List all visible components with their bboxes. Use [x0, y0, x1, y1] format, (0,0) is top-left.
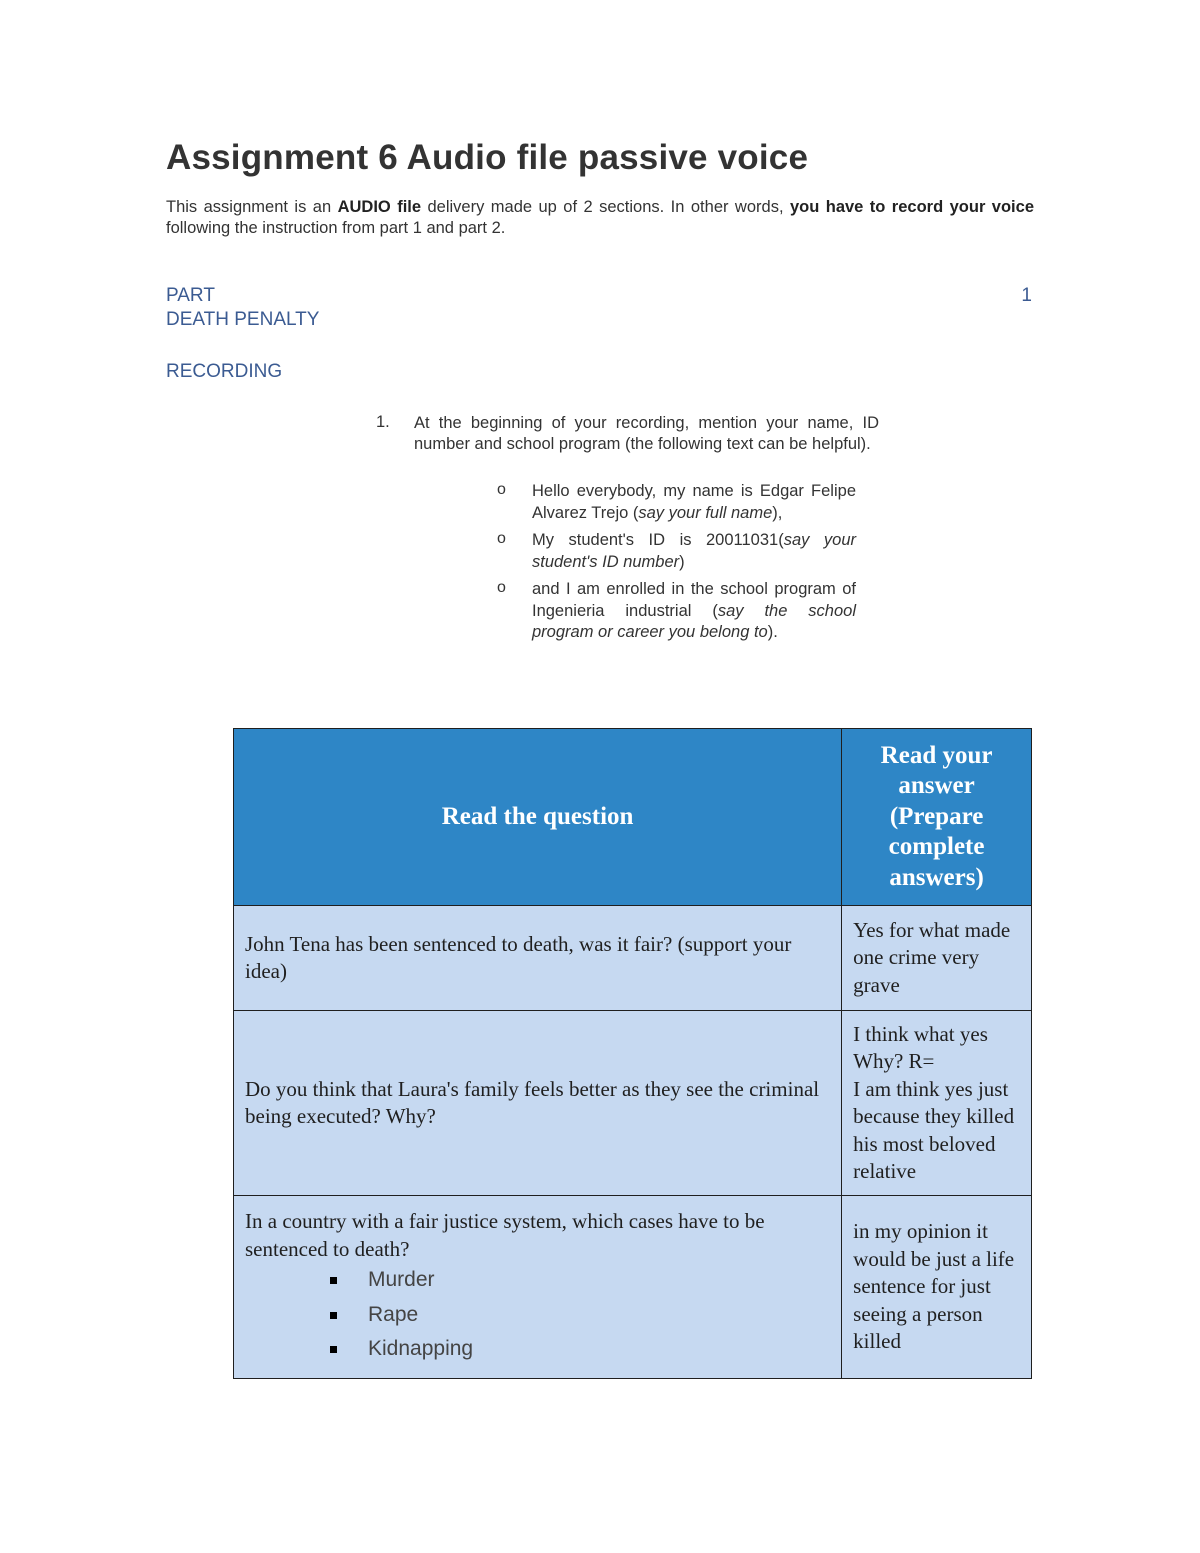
- answer-line: I think what yes: [853, 1021, 988, 1046]
- bullet-text-end: ).: [767, 623, 778, 641]
- bullet-text-italic: say the school program or career you belong to: [532, 601, 856, 641]
- list-item: [330, 1298, 831, 1333]
- case-label: Murder: [368, 1268, 435, 1291]
- square-bullet-icon: [330, 1277, 337, 1284]
- part-label: PART: [166, 285, 215, 306]
- bullet-text-italic: say your student's ID number: [532, 531, 856, 571]
- bullet-text-main: Hello everybody, my name is Edgar Felipe Alvarez Trejo (: [532, 482, 856, 522]
- intro-text: delivery made up of 2 sections. In other words,: [421, 198, 790, 216]
- case-label: Kidnapping: [368, 1337, 474, 1360]
- question-cell: John Tena has been sentenced to death, was it fair? (support your idea): [234, 906, 842, 1011]
- bullet-marker: o: [497, 530, 506, 547]
- intro-bold-record: you have to record your voice: [789, 198, 1034, 216]
- answer-line: Why? R=: [853, 1049, 935, 1073]
- recording-label: RECORDING: [166, 361, 283, 382]
- bullet-marker: o: [497, 579, 506, 596]
- cases-list: [245, 1263, 831, 1367]
- square-bullet-icon: [330, 1346, 337, 1353]
- section-title: DEATH PENALTY: [166, 309, 320, 330]
- case-label: Rape: [368, 1302, 419, 1326]
- bullet-text-italic: say your full name: [638, 503, 773, 522]
- part-number: 1: [1021, 285, 1032, 306]
- intro-text: This assignment is an: [166, 198, 338, 216]
- bullet-text-main: and I am enrolled in the school program of Ingenieria industrial (: [532, 580, 856, 620]
- table-row: [234, 906, 1032, 1011]
- answer-cell: in my opinion it would be just a life sentence for just seeing a person killed: [842, 1196, 1032, 1379]
- bullet-text: [532, 579, 856, 644]
- bullet-text: [532, 481, 856, 524]
- bullet-text-end: ),: [772, 503, 783, 522]
- table-header-row: [234, 729, 1032, 906]
- intro-bold-audio: AUDIO file: [337, 198, 422, 216]
- question-cell: [234, 1196, 842, 1379]
- intro-paragraph: [166, 197, 1034, 239]
- bullet-text: [532, 530, 856, 573]
- list-item: [330, 1263, 831, 1298]
- qa-table: [233, 728, 1032, 1379]
- intro-text: following the instruction from part 1 and part 2.: [166, 219, 506, 237]
- bullet-text-end: ): [679, 552, 685, 571]
- instruction-text: At the beginning of your recording, mention your name, ID number and school program (the following text can be helpful).: [414, 414, 879, 453]
- table-row: [234, 1011, 1032, 1196]
- header-question: Read the question: [234, 729, 842, 906]
- question-cell: Do you think that Laura's family feels better as they see the criminal being executed? Why?: [234, 1011, 842, 1196]
- answer-cell: [842, 1011, 1032, 1196]
- instruction-number: 1.: [376, 413, 390, 431]
- list-item: [330, 1332, 831, 1367]
- table-row: [234, 1196, 1032, 1379]
- bullet-text-main: My student's ID is 20011031(: [532, 531, 784, 549]
- page-title: Assignment 6 Audio file passive voice: [166, 138, 809, 177]
- square-bullet-icon: [330, 1312, 337, 1319]
- answer-line: I am think yes just because they killed his most beloved relative: [853, 1076, 1015, 1183]
- question-text: In a country with a fair justice system, which cases have to be sentenced to death?: [245, 1209, 765, 1261]
- answer-cell: Yes for what made one crime very grave: [842, 906, 1032, 1011]
- bullet-marker: o: [497, 481, 506, 498]
- header-answer: Read your answer (Prepare complete answers): [842, 729, 1032, 906]
